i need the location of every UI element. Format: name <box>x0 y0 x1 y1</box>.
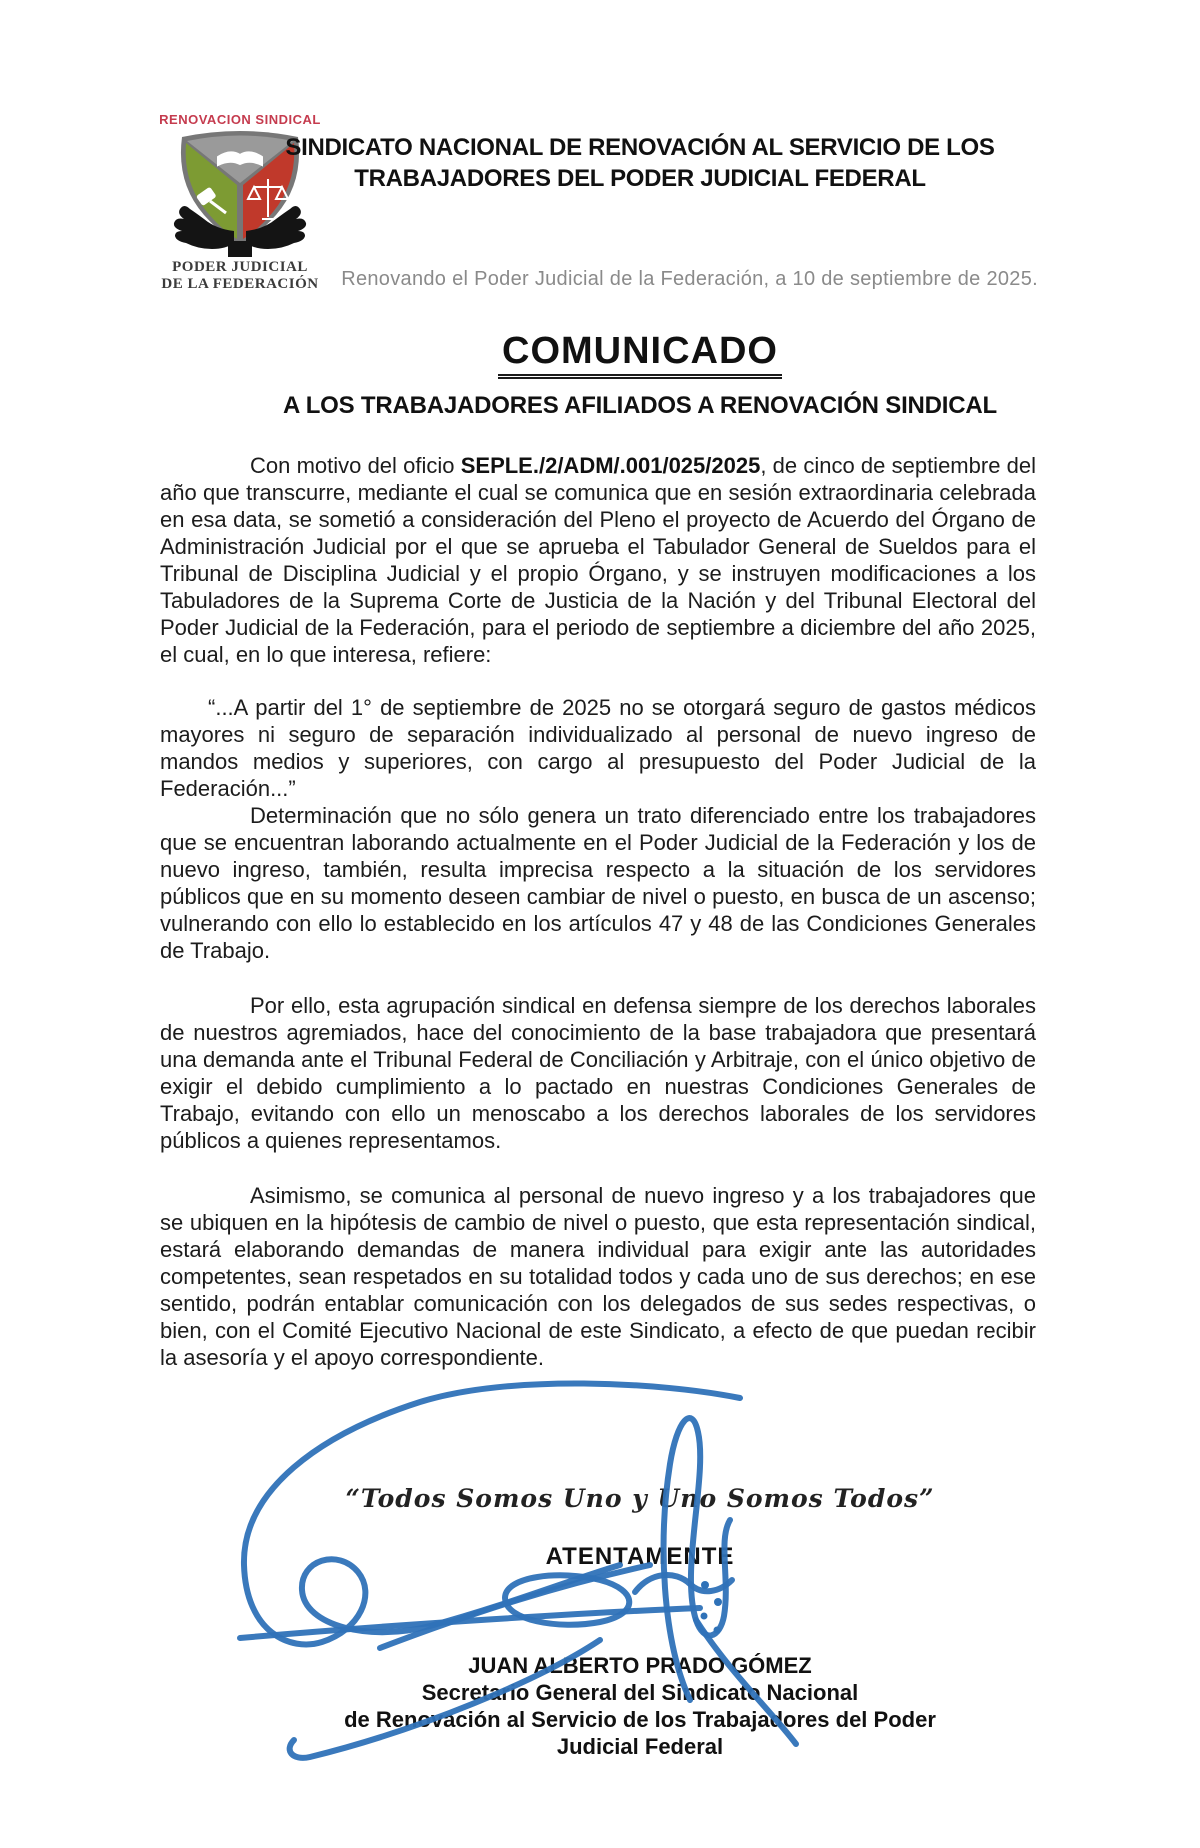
signer-role-line1: Secretario General del Sindicato Nacional <box>421 1680 859 1705</box>
paragraph-1-post: , de cinco de septiembre del año que transcurre, mediante el cual se comunica que en sesión extraordinaria celebrada en esa data, se sometió a consideración del Pleno el proyecto de Acuerdo del Órgano de Administración Judicial por el que se aprueba el Tabulador General de Sueldos para el Tribunal de Disciplina Judicial y el propio Órgano, y se instruyen modificaciones a los Tabuladores de la Suprema Corte de Justicia de la Nación y del Tribunal Electoral del Poder Judicial de la Federación, para el periodo de septiembre a diciembre del año 2025, el cual, en lo que interesa, refiere: <box>160 453 1036 667</box>
atentamente-label: ATENTAMENTE <box>545 1543 735 1570</box>
title-line-2: TRABAJADORES DEL PODER JUDICIAL FEDERAL <box>354 165 926 192</box>
signature-dot <box>714 1598 722 1606</box>
paragraph-1-pre: Con motivo del oficio <box>250 453 461 478</box>
signer-role-line3: Judicial Federal <box>556 1734 724 1759</box>
paragraph-1 <box>160 452 1036 668</box>
signature-stroke-tilde <box>635 1575 732 1592</box>
paragraph-4: Asimismo, se comunica al personal de nuevo ingreso y a los trabajadores que se ubiquen en la hipótesis de cambio de nivel o puesto, que esta representación sindical, estará elaborando demandas de manera individual para exigir ante las autoridades competentes, sean respetados en su totalidad todos y cada uno de sus derechos; en ese sentido, podrán entablar comunicación con los delegados de sus sedes respectivas, o bien, con el Comité Ejecutivo Nacional de este Sindicato, a efecto de que puedan recibir la asesoría y el apoyo correspondiente. <box>160 1183 1036 1370</box>
comunicado-heading-text: COMUNICADO <box>498 330 782 379</box>
union-motto: “Todos Somos Uno y Uno Somos Todos” <box>345 1484 935 1513</box>
logo-caption-line2: DE LA FEDERACIÓN <box>161 276 319 292</box>
signature-stroke-oval <box>505 1575 629 1624</box>
oficio-reference: SEPLE./2/ADM/.001/025/2025 <box>460 453 761 478</box>
paragraph-2: Determinación que no sólo genera un trato diferenciado entre los trabajadores que se encuentran laborando actualmente en el Poder Judicial de la Federación y los de nuevo ingreso, también, resulta imprecisa respecto a la situación de los servidores públicos que en su momento deseen cambiar de nivel o puesto, en busca de un ascenso; vulnerando con ello lo establecido en los artículos 47 y 48 de las Condiciones Generales de Trabajo. <box>160 803 1036 963</box>
quoted-excerpt: “...A partir del 1° de septiembre de 2025 no se otorgará seguro de gastos médicos mayores ni seguro de separación individualizado al personal de nuevo ingreso de mandos medios y superiores, con cargo al presupuesto del Poder Judicial de la Federación...” <box>160 695 1036 801</box>
title-line-1: SINDICATO NACIONAL DE RENOVACIÓN AL SERVICIO DE LOS <box>285 134 995 161</box>
logo-top-text: RENOVACION SINDICAL <box>159 112 321 127</box>
book-icon <box>218 152 262 165</box>
signature-dot <box>714 1627 721 1634</box>
document-title <box>285 132 995 194</box>
signature-dot <box>701 1613 708 1620</box>
signature-block <box>160 1652 1120 1760</box>
signer-role-line2: de Renovación al Servicio de los Trabajadores del Poder <box>344 1707 936 1732</box>
signature-dot <box>701 1581 709 1589</box>
logo-caption-line1: PODER JUDICIAL <box>172 259 308 275</box>
signature-stroke-cross <box>380 1565 650 1648</box>
signature-stroke-underline <box>240 1608 700 1638</box>
paragraph-3: Por ello, esta agrupación sindical en defensa siempre de los derechos laborales de nuestros agremiados, hace del conocimiento de la base trabajadora que presentará una demanda ante el Tribunal Federal de Conciliación y Arbitraje, con el único objetivo de exigir el debido cumplimiento a lo pactado en nuestras Condiciones Generales de Trabajo, evitando con ello un menoscabo a los derechos laborales de los servidores públicos a quienes representamos. <box>160 993 1036 1153</box>
signer-name: JUAN ALBERTO PRADO GÓMEZ <box>468 1653 812 1678</box>
comunicado-heading <box>160 330 1120 373</box>
date-line: Renovando el Poder Judicial de la Federación, a 10 de septiembre de 2025. <box>341 268 1038 290</box>
subtitle: A LOS TRABAJADORES AFILIADOS A RENOVACIÓN SINDICAL <box>282 392 998 419</box>
letter-body <box>160 452 1036 1371</box>
signature-stroke-loop <box>244 1383 740 1644</box>
